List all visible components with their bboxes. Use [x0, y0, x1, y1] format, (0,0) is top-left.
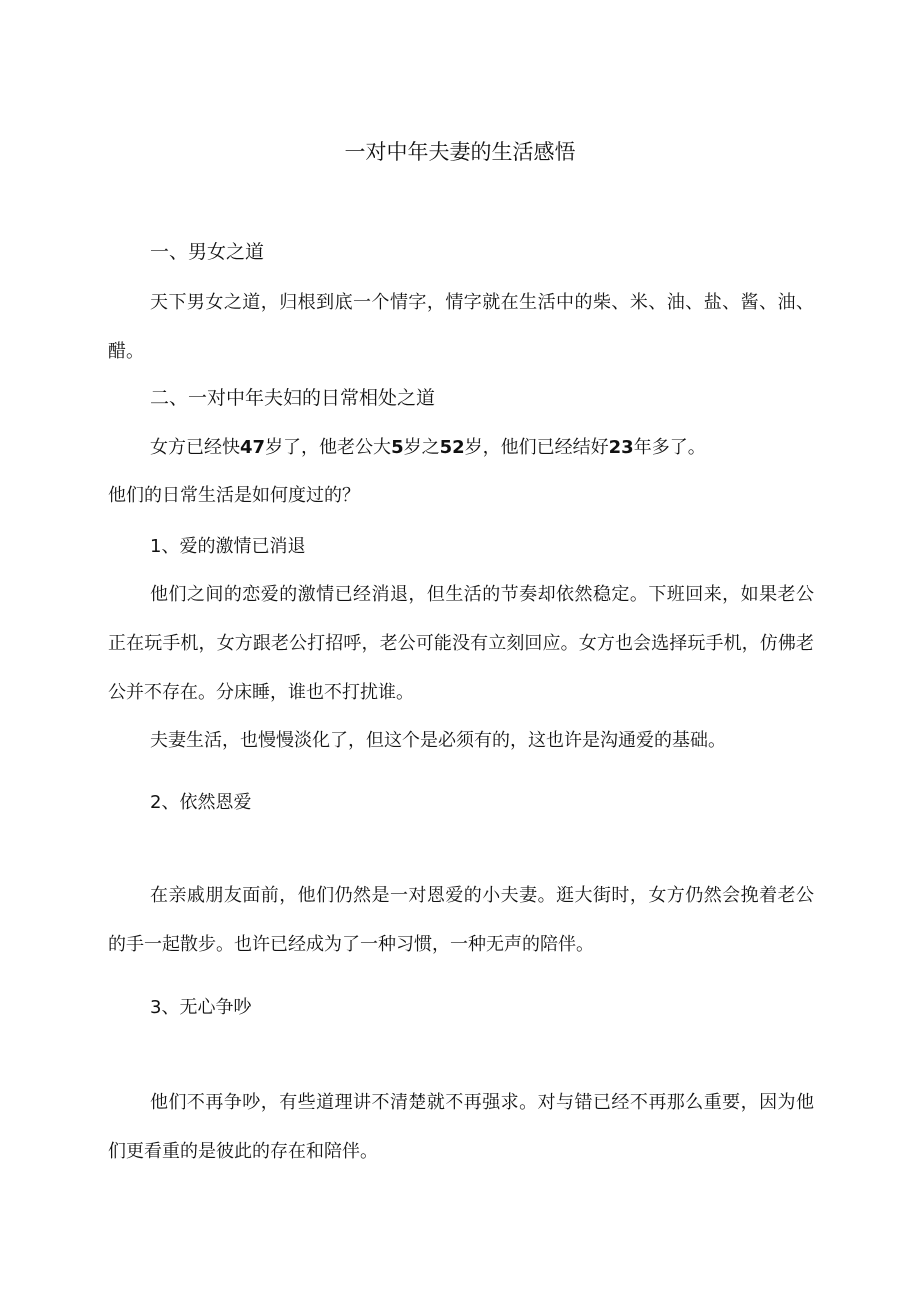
intro-text-2: 岁了，他老公大 [265, 437, 392, 458]
intro-text-3: 岁之 [403, 437, 440, 458]
subsection-heading-1: 1、爱的激情已消退 [150, 536, 306, 557]
section-2-intro-paragraph [108, 423, 848, 472]
subsection-heading-3: 3、无心争吵 [150, 997, 252, 1018]
intro-number-age-gap: 5 [391, 437, 404, 458]
intro-text-5: 年多了。 [633, 437, 706, 458]
section-heading-2: 二、一对中年夫妇的日常相处之道 [150, 387, 436, 409]
intro-text-4: 岁，他们已经结好 [464, 437, 609, 458]
subsection-1-paragraph-1: 他们之间的恋爱的激情已经消退，但生活的节奏却依然稳定。下班回来，如果老公正在玩手机，女方跟老公打招呼，老公可能没有立刻回应。女方也会选择玩手机，仿佛老公并不存在。分床睡，谁也不打扰谁。 [108, 584, 814, 703]
intro-number-years-married: 23 [608, 437, 634, 458]
intro-text-1: 女方已经快 [150, 437, 240, 458]
intro-number-age-husband: 52 [439, 437, 465, 458]
intro-number-age-wife: 47 [240, 437, 266, 458]
document-title: 一对中年夫妻的生活感悟 [344, 140, 576, 164]
subsection-2-paragraph: 在亲戚朋友面前，他们仍然是一对恩爱的小夫妻。逛大街时，女方仍然会挽着老公的手一起散步。也许已经成为了一种习惯，一种无声的陪伴。 [108, 885, 814, 955]
subsection-3-paragraph: 他们不再争吵，有些道理讲不清楚就不再强求。对与错已经不再那么重要，因为他们更看重的是彼此的存在和陪伴。 [108, 1092, 814, 1162]
section-heading-1: 一、男女之道 [150, 241, 265, 263]
section-1-paragraph: 天下男女之道，归根到底一个情字，情字就在生活中的柴、米、油、盐、酱、油、醋。 [108, 292, 814, 362]
subsection-1-paragraph-2: 夫妻生活，也慢慢淡化了，但这个是必须有的，这也许是沟通爱的基础。 [150, 730, 726, 751]
section-2-question: 他们的日常生活是如何度过的？ [108, 485, 360, 506]
subsection-heading-2: 2、依然恩爱 [150, 792, 252, 813]
